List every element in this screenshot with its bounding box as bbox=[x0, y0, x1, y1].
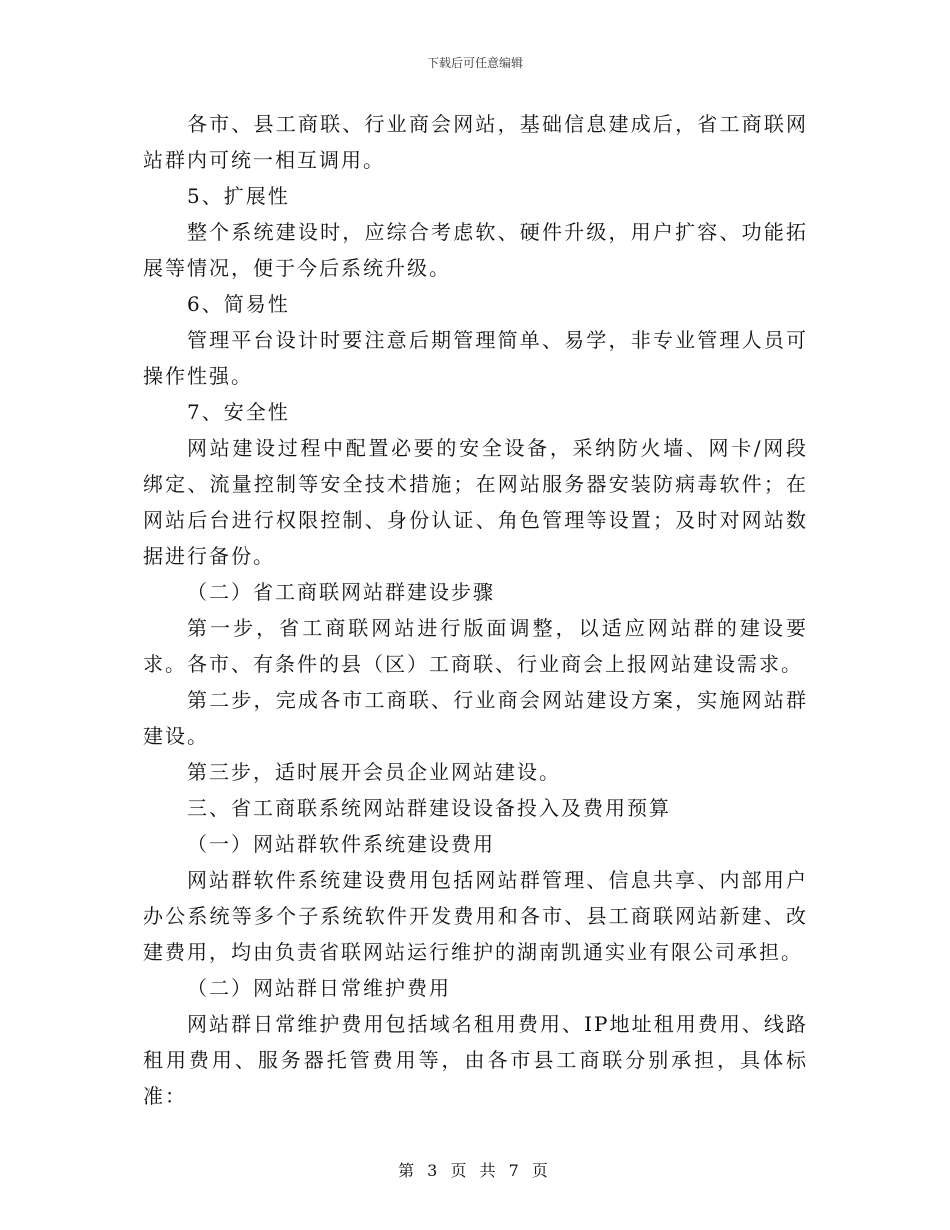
paragraph: 网站群软件系统建设费用包括网站群管理、信息共享、内部用户办公系统等多个子系统软件开发费用和各市、县工商联网站新建、改建费用，均由负责省联网站运行维护的湖南凯通实业有限公司承担。 bbox=[143, 868, 808, 964]
document-body bbox=[143, 106, 808, 1114]
paragraph: 网站群日常维护费用包括域名租用费用、IP地址租用费用、线路租用费用、服务器托管费用等，由各市县工商联分别承担，具体标准： bbox=[143, 1012, 808, 1108]
section-heading-budget: 三、省工商联系统网站群建设设备投入及费用预算 bbox=[187, 796, 671, 820]
paragraph: 整个系统建设时，应综合考虑软、硬件升级，用户扩容、功能拓展等情况，便于今后系统升级。 bbox=[143, 220, 808, 280]
paragraph: 第一步，省工商联网站进行版面调整，以适应网站群的建设要求。各市、有条件的县（区）工商联、行业商会上报网站建设需求。 bbox=[143, 616, 808, 676]
section-heading-scalability: 5、扩展性 bbox=[187, 184, 290, 208]
page-number: 第 3 页 共 7 页 bbox=[398, 1161, 552, 1180]
paragraph: 第三步，适时展开会员企业网站建设。 bbox=[187, 760, 561, 784]
section-heading-simplicity: 6、简易性 bbox=[187, 292, 290, 316]
paragraph: 第二步，完成各市工商联、行业商会网站建设方案，实施网站群建设。 bbox=[143, 688, 808, 748]
section-heading-construction-steps: （二）省工商联网站群建设步骤 bbox=[187, 580, 495, 604]
paragraph: 网站建设过程中配置必要的安全设备，采纳防火墙、网卡/网段绑定、流量控制等安全技术措施；在网站服务器安装防病毒软件；在网站后台进行权限控制、身份认证、角色管理等设置；及时对网站数据进行备份。 bbox=[143, 436, 808, 568]
paragraph: 各市、县工商联、行业商会网站，基础信息建成后，省工商联网站群内可统一相互调用。 bbox=[143, 112, 808, 172]
page-header-note: 下载后可任意编辑 bbox=[426, 56, 523, 70]
section-heading-security: 7、安全性 bbox=[187, 400, 290, 424]
section-heading-software-cost: （一）网站群软件系统建设费用 bbox=[187, 832, 495, 856]
paragraph: 管理平台设计时要注意后期管理简单、易学，非专业管理人员可操作性强。 bbox=[143, 328, 808, 388]
section-heading-maintenance-cost: （二）网站群日常维护费用 bbox=[187, 976, 451, 1000]
